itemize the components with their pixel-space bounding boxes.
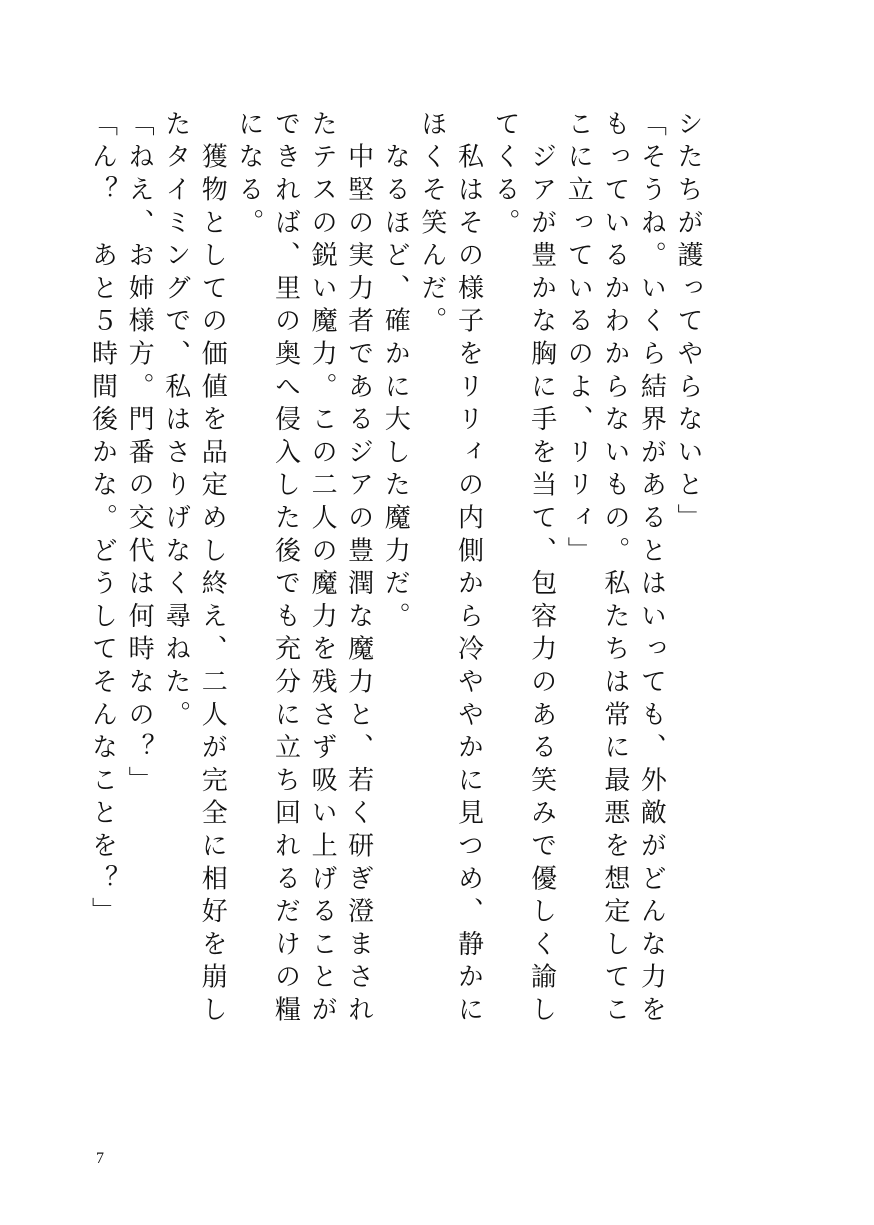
paragraph: なるほど、確かに大した魔力だ。 — [380, 110, 411, 635]
paragraph: 「そうね。いくら結界があるとはいっても、外敵がどんな力をもっているかわからないもの。私たちは常に最悪を想定してここに立っているのよ、リリィ」 — [563, 110, 667, 1029]
paragraph: 獲物としての価値を品定めし終え、二人が完全に相好を崩したタイミングで、私はさりげなく尋ねた。 — [160, 110, 228, 1029]
page-number: 7 — [96, 1150, 104, 1167]
paragraph: 中堅の実力者であるジアの豊潤な魔力と、若く研ぎ澄まされたテスの鋭い魔力。この二人の魔力を残さず吸い上げることができれば、里の奥へ侵入した後でも充分に立ち回れるだけの糧になる。 — [233, 110, 374, 1029]
paragraph: 「ねえ、お姉様方。門番の交代は何時なの？」 — [124, 110, 155, 799]
vertical-text-body — [87, 110, 706, 1040]
paragraph: シたちが護ってやらないと」 — [673, 110, 703, 537]
paragraph: 「ん？ あと５時間後かな。どうしてそんなことを？」 — [87, 110, 118, 930]
paragraph: ジアが豊かな胸に手を当て、包容力のある笑みで優しく諭してくる。 — [490, 110, 557, 1029]
paragraph: 私はその様子をリリィの内側から冷ややかに見つめ、静かにほくそ笑んだ。 — [416, 110, 484, 1029]
